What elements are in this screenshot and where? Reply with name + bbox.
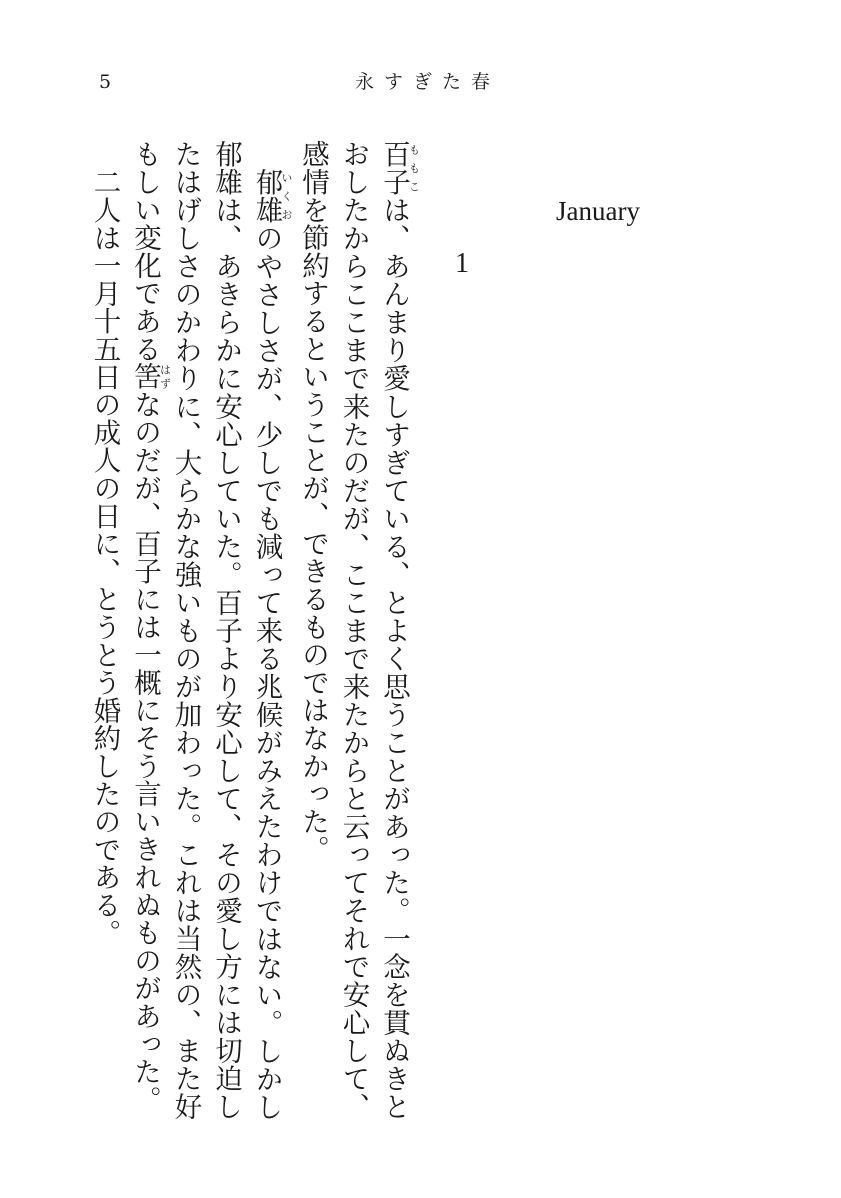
ruby-reading: いくお [280, 167, 293, 224]
ruby-hazu [129, 362, 172, 391]
ruby-ikuo [250, 167, 293, 224]
paragraph-text: なのだが、百子には一概にそう言いきれぬものがあった。 [129, 390, 161, 1114]
ruby-base: 筈 [129, 362, 161, 391]
paragraph-text: のやさしさが、少しでも減って来る兆候がみえたわけではない。しかし郁雄は、あきらかに安心していた。百子より安心して、その愛し方には切迫したはげしさのかわりに、大らかな強いものが加わった。これは当然の、また好もしい変化である [129, 140, 283, 1120]
running-head: 永すぎた春 [355, 71, 501, 93]
paragraph-text: は、あんまり愛しすぎている、とよく思うことがあった。一念を貫ぬきとおしたからここまで来たのだが、ここまで来たからと云ってそれで安心して、感情を節約するということが、できるものではなかった。 [297, 140, 410, 1120]
chapter-title: January [556, 196, 640, 226]
ruby-momoko [378, 140, 421, 197]
chapter-number: 1 [455, 248, 469, 279]
paragraph-3 [84, 140, 125, 1120]
ruby-base: 郁雄 [250, 167, 283, 224]
ruby-base: 百子 [378, 140, 410, 197]
paragraph-1 [293, 140, 421, 1120]
page-number: 5 [99, 71, 112, 93]
body-text [88, 140, 421, 1120]
paragraph-text: 二人は一月十五日の成人の日に、とうとう婚約したのである。 [88, 167, 121, 946]
ruby-reading: はず [158, 362, 172, 391]
paragraph-2 [125, 140, 293, 1120]
ruby-reading: ももこ [407, 140, 421, 196]
